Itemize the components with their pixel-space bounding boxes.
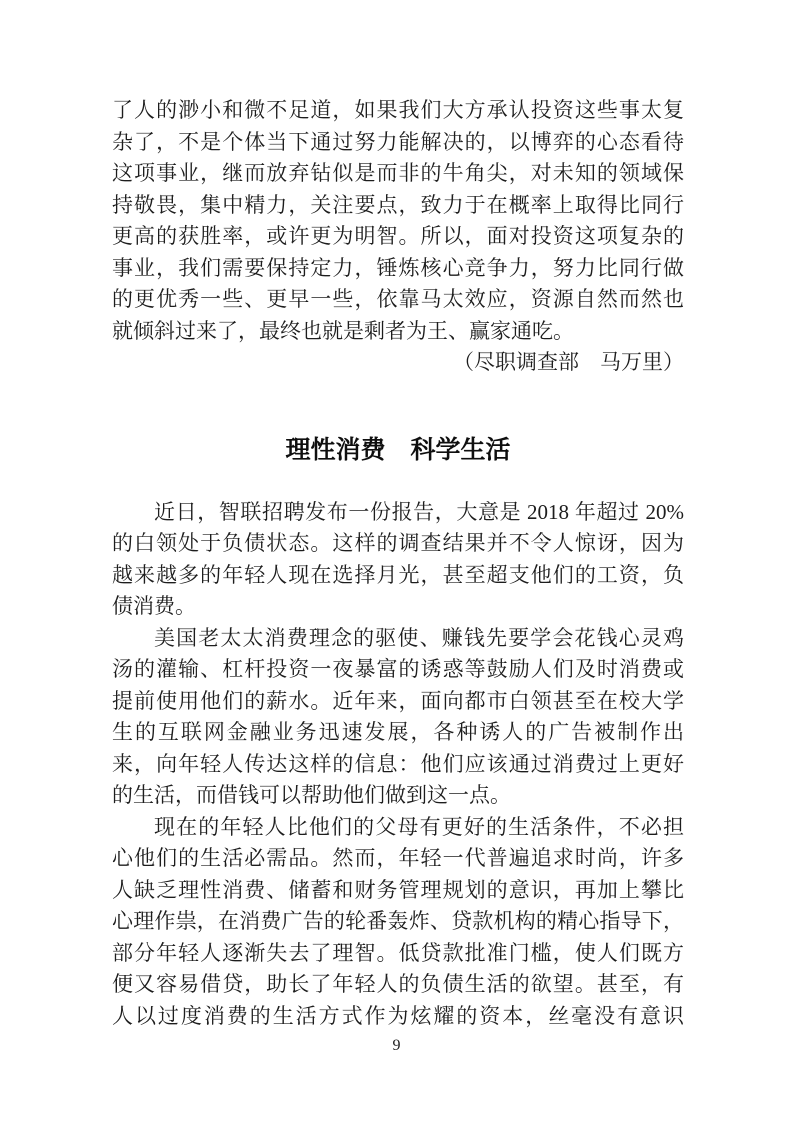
- text-line: 的白领处于负债状态。这样的调查结果并不令人惊讶，因为: [112, 531, 684, 555]
- text-line: 现在的年轻人比他们的父母有更好的生活条件，不必担: [154, 814, 684, 839]
- text-line: 心理作祟，在消费广告的轮番轰炸、贷款机构的精心指导下，: [112, 909, 684, 933]
- text-line: 了人的渺小和微不足道，如果我们大方承认投资这些事太复: [112, 98, 684, 122]
- text-line: 心他们的生活必需品。然而，年轻一代普遍追求时尚，许多: [112, 846, 684, 870]
- article-title: 理性消费 科学生活: [285, 435, 511, 464]
- text-block: [112, 95, 684, 1032]
- text-line: 美国老太太消费理念的驱使、赚钱先要学会花钱心灵鸡: [154, 625, 684, 650]
- article-paragraph: [112, 812, 684, 1033]
- text-line: 的生活，而借钱可以帮助他们做到这一点。: [112, 783, 511, 807]
- page-number: 9: [392, 1037, 401, 1054]
- text-line: 来，向年轻人传达这样的信息：他们应该通过消费过上更好: [112, 751, 684, 776]
- article-paragraph: [112, 623, 684, 812]
- text-line: 便又容易借贷，助长了年轻人的负债生活的欲望。甚至，有: [112, 972, 684, 996]
- text-line: 汤的灌输、杠杆投资一夜暴富的诱惑等鼓励人们及时消费或: [112, 657, 684, 681]
- previous-article-continuation: [112, 95, 684, 347]
- text-line: 近日，智联招聘发布一份报告，大意是 2018 年超过 20%: [154, 499, 684, 524]
- text-line: 杂了，不是个体当下通过努力能解决的，以博弈的心态看待: [112, 129, 684, 154]
- text-line: 生的互联网金融业务迅速发展，各种诱人的广告被制作出: [112, 720, 684, 744]
- previous-article-byline: （尽职调查部 马万里）: [453, 350, 684, 374]
- text-line: 部分年轻人逐渐失去了理智。低贷款批准门槛，使人们既方: [112, 940, 684, 965]
- article-paragraph: [112, 497, 684, 623]
- text-line: 持敬畏，集中精力，关注要点，致力于在概率上取得比同行: [112, 192, 684, 217]
- text-line: 就倾斜过来了，最终也就是剩者为王、赢家通吃。: [112, 318, 574, 343]
- text-line: 提前使用他们的薪水。近年来，面向都市白领甚至在校大学: [112, 688, 684, 713]
- text-line: 这项事业，继而放弃钻似是而非的牛角尖，对未知的领域保: [112, 161, 684, 185]
- text-line: 人缺乏理性消费、储蓄和财务管理规划的意识，再加上攀比: [112, 877, 684, 902]
- text-line: 债消费。: [112, 594, 196, 618]
- text-line: 更高的获胜率，或许更为明智。所以，面对投资这项复杂的: [112, 224, 684, 248]
- text-line: 的更优秀一些、更早一些，依靠马太效应，资源自然而然也: [112, 287, 684, 311]
- text-line: 人以过度消费的生活方式作为炫耀的资本，丝毫没有意识: [112, 1003, 684, 1028]
- text-line: 越来越多的年轻人现在选择月光，甚至超支他们的工资，负: [112, 562, 684, 587]
- text-line: 事业，我们需要保持定力，锤炼核心竞争力，努力比同行做: [112, 255, 684, 280]
